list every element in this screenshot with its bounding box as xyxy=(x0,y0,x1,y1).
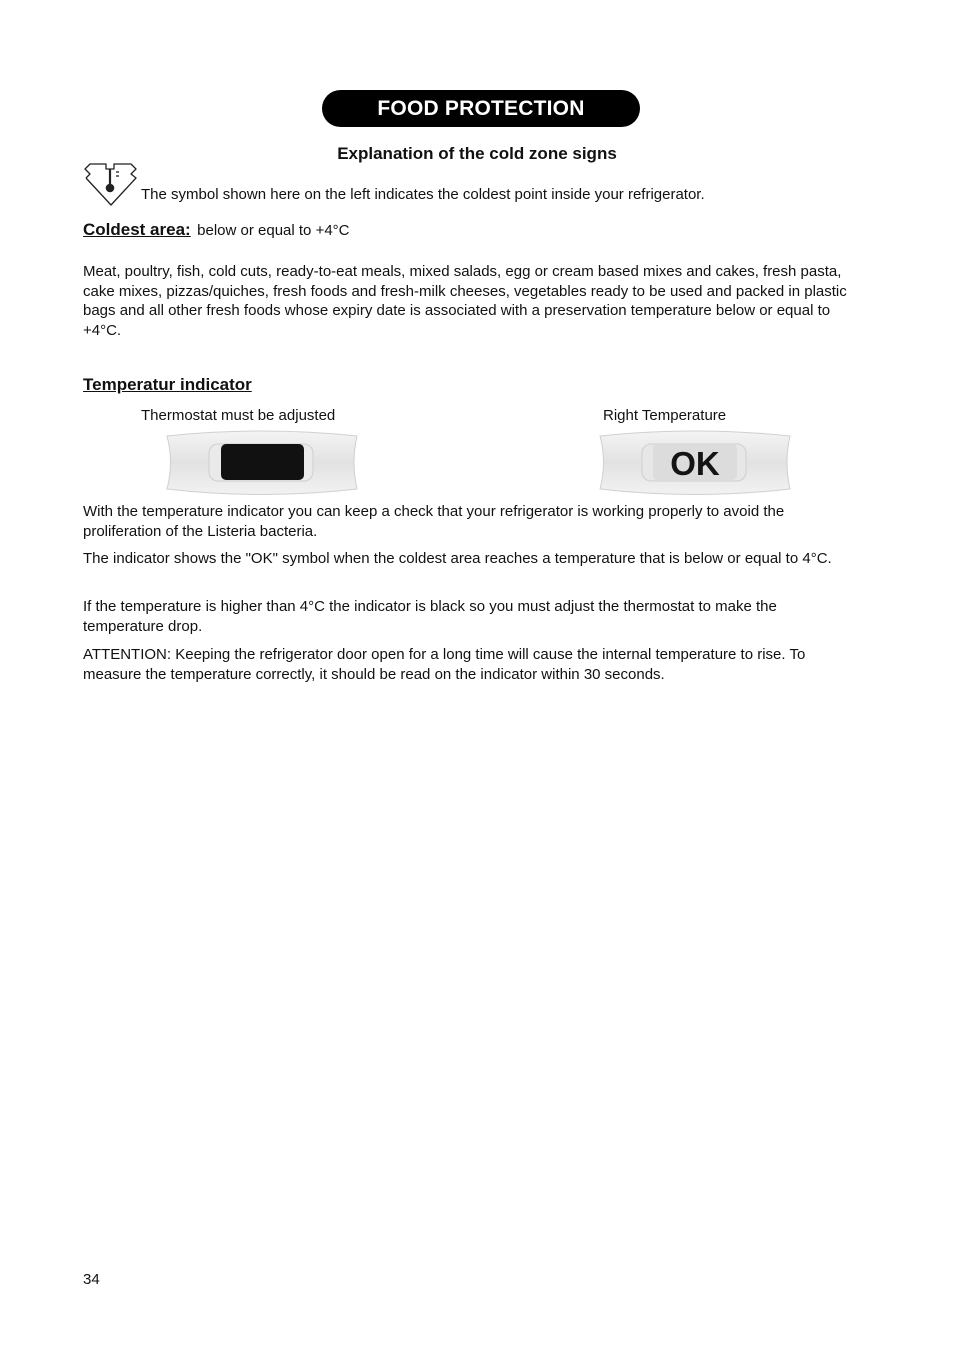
indicator-paragraph-2: The indicator shows the "OK" symbol when the coldest area reaches a temperature that is below or equal to 4°C. xyxy=(83,550,832,567)
page-number: 34 xyxy=(83,1271,100,1288)
cold-zone-subtitle: Explanation of the cold zone signs xyxy=(337,144,617,163)
indicator-right-temperature xyxy=(598,430,792,495)
indicator-label-ok: Right Temperature xyxy=(603,407,727,424)
indicator-paragraph-1: With the temperature indicator you can keep a check that your refrigerator is working properly to avoid the proliferation of the Listeria bacteria. xyxy=(83,503,785,540)
cold-zone-symbol-description: The symbol shown here on the left indicates the coldest point inside your refrigerator. xyxy=(141,186,705,203)
coldest-area-line xyxy=(83,220,350,240)
coldest-area-description: Meat, poultry, fish, cold cuts, ready-to-eat meals, mixed salads, egg or cream based mixes and cakes, fresh pasta, cake mixes, pizzas/quiches, fresh foods and fresh-milk cheeses, vegetables ready to be used and packed in plastic bags and all other fresh foods whose expiry date is associated with a preservation temperature below or equal to +4°C. xyxy=(83,263,847,339)
coldest-area-note: below or equal to +4°C xyxy=(197,222,350,239)
section-title-banner xyxy=(322,90,640,127)
cold-zone-sign-icon xyxy=(83,162,139,208)
indicator-label-adjust: Thermostat must be adjusted xyxy=(141,407,336,424)
indicator-paragraph-3: If the temperature is higher than 4°C the indicator is black so you must adjust the thermostat to make the temperature drop. xyxy=(83,598,777,635)
coldest-area-heading: Coldest area: xyxy=(83,220,191,239)
section-title: FOOD PROTECTION xyxy=(377,96,585,120)
indicator-thermostat-adjust xyxy=(165,430,359,495)
indicator-ok-symbol: OK xyxy=(670,445,720,482)
temperature-indicator-heading: Temperatur indicator xyxy=(83,375,252,394)
indicator-black-display xyxy=(221,444,304,480)
indicator-paragraph-4: ATTENTION: Keeping the refrigerator door open for a long time will cause the internal temperature to rise. To measure the temperature correctly, it should be read on the indicator within 30 seconds. xyxy=(83,646,806,683)
